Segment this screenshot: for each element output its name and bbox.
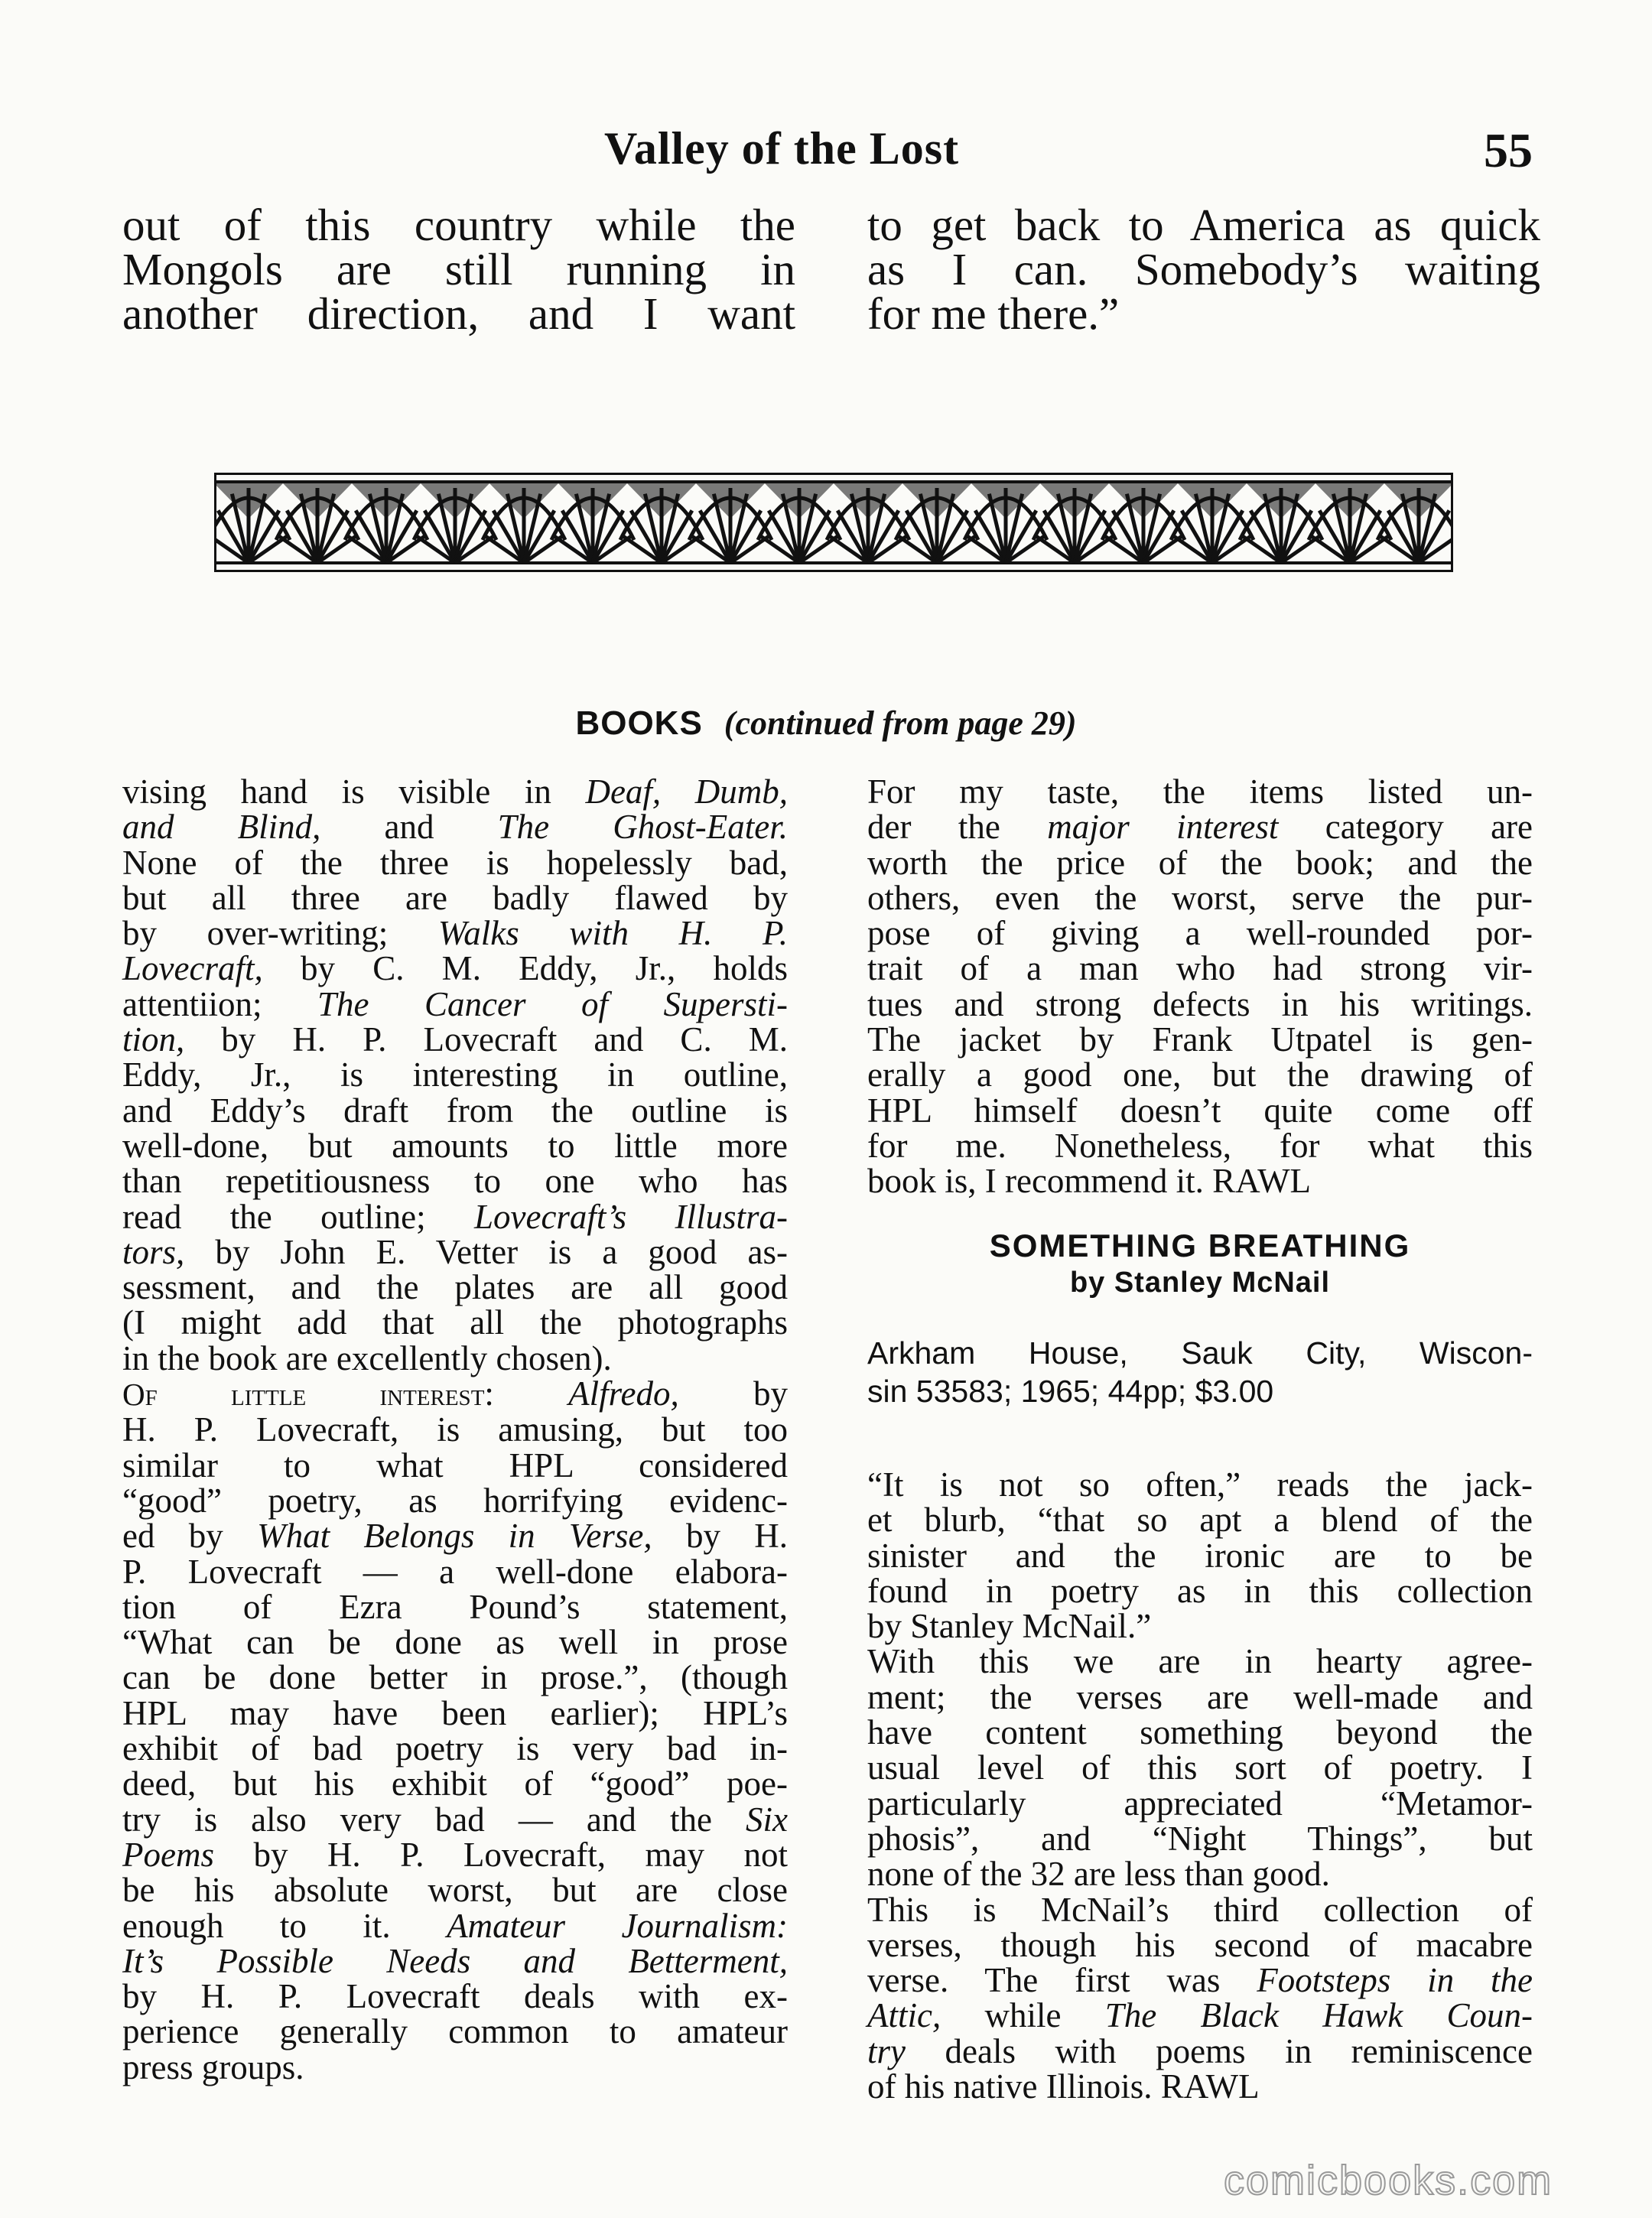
books-section-heading — [0, 704, 1652, 743]
text-line — [867, 845, 1533, 880]
text-line — [867, 1644, 1533, 1679]
fan-motif — [827, 483, 909, 563]
text-line — [122, 1483, 788, 1518]
text-segment: pose of giving a well-rounded por- — [867, 914, 1533, 953]
fan-motif — [1102, 483, 1185, 563]
text-segment: P. Lovecraft — a well-done elabora- — [122, 1552, 788, 1591]
text-line — [122, 845, 788, 880]
text-segment: With this we are in hearty agree- — [867, 1642, 1533, 1681]
text-segment: try is also very bad — and the — [122, 1800, 746, 1839]
italic-title: Footsteps in the — [1257, 1961, 1533, 2000]
text-segment: This is McNail’s third collection of — [867, 1890, 1533, 1929]
text-segment: HPL may have been earlier); HPL’s — [122, 1693, 788, 1732]
text-line — [867, 915, 1533, 951]
text-line — [867, 1786, 1533, 1821]
text-segment: found in poetry as in this collection — [867, 1571, 1533, 1610]
site-watermark: comicbooks.com — [1224, 2158, 1553, 2203]
text-line — [867, 1057, 1533, 1092]
text-line — [122, 1162, 788, 1201]
fan-motif — [214, 483, 290, 563]
italic-title: tors, — [122, 1232, 185, 1271]
text-line — [122, 1093, 788, 1128]
fan-motif — [1240, 483, 1322, 563]
text-line — [867, 1573, 1533, 1608]
text-segment: ed by — [122, 1517, 258, 1556]
text-line — [122, 1554, 788, 1589]
text-segment: for me. Nonetheless, for what this — [867, 1126, 1533, 1165]
text-line — [122, 1305, 788, 1340]
text-line — [122, 1234, 788, 1270]
text-line — [122, 1837, 788, 1872]
review-right-column — [867, 774, 1533, 1199]
text-segment: by John E. Vetter is a good as- — [184, 1232, 788, 1271]
italic-title: Six — [746, 1800, 788, 1839]
text-segment: while — [941, 1996, 1105, 2035]
italic-title: Alfredo, — [568, 1374, 679, 1413]
text-segment: and — [320, 808, 498, 847]
story-line: out of this country while the — [122, 200, 795, 250]
text-line — [122, 2047, 788, 2086]
review-heading — [867, 1227, 1533, 1300]
text-line — [122, 951, 788, 986]
italic-title: Attic, — [867, 1996, 941, 2035]
text-segment: None of the three is hopelessly bad, — [122, 843, 788, 882]
italic-title: Lovecraft’s Illustra- — [473, 1197, 788, 1236]
fan-motif — [896, 483, 978, 563]
text-line — [122, 1943, 788, 1979]
text-line — [122, 915, 788, 951]
fan-motif — [551, 483, 634, 563]
text-segment: perience generally common to amateur — [122, 2012, 788, 2051]
text-line — [122, 1871, 788, 1910]
text-line — [122, 1660, 788, 1695]
text-line — [122, 1057, 788, 1092]
story-line: to get back to America as quick — [867, 200, 1540, 250]
text-line — [867, 1677, 1533, 1716]
italic-title: What Belongs in Verse, — [257, 1517, 652, 1556]
text-segment: phosis”, and “Night Things”, but — [867, 1819, 1533, 1858]
text-line — [867, 1022, 1533, 1057]
fan-motif — [689, 483, 772, 563]
running-head-title: Valley of the Lost — [604, 123, 960, 174]
text-segment: none of the 32 are less than good. — [867, 1855, 1330, 1894]
fan-motif — [1033, 483, 1116, 563]
text-line — [122, 1448, 788, 1483]
text-line — [867, 774, 1533, 809]
fan-motif — [758, 483, 841, 563]
text-line — [122, 808, 788, 847]
text-line — [867, 1715, 1533, 1750]
text-line — [867, 2031, 1533, 2070]
italic-title: The Black Hawk Coun- — [1104, 1996, 1533, 2035]
text-line — [867, 1608, 1533, 1644]
text-line — [867, 1538, 1533, 1573]
italic-title: The Ghost-Eater. — [497, 808, 788, 847]
text-segment: of his native Illinois. RAWL — [867, 2067, 1260, 2106]
text-line — [122, 1412, 788, 1447]
publisher-line: Arkham House, Sauk City, Wiscon- — [867, 1335, 1533, 1371]
text-line — [122, 1128, 788, 1163]
text-segment: attentiion; — [122, 984, 317, 1023]
text-segment: HPL himself doesn’t quite come off — [867, 1091, 1533, 1130]
italic-title: Deaf, Dumb, — [585, 772, 789, 811]
text-line — [867, 1892, 1533, 1927]
review-left-column — [122, 774, 788, 2085]
text-segment: : — [484, 1374, 569, 1413]
continued-note: (continued from page 29) — [724, 704, 1077, 742]
text-line — [867, 2069, 1533, 2104]
text-segment: by over-writing; — [122, 914, 438, 953]
text-segment: enough to it. — [122, 1906, 447, 1945]
text-line — [122, 1022, 788, 1057]
text-line — [867, 1750, 1533, 1785]
text-segment: usual level of this sort of poetry. I — [867, 1748, 1533, 1787]
text-segment: et blurb, “that so apt a blend of the — [867, 1501, 1533, 1540]
text-line — [122, 1731, 788, 1766]
text-segment: “What can be done as well in prose — [122, 1623, 788, 1662]
italic-title: tion, — [122, 1020, 185, 1059]
text-segment: by C. M. Eddy, Jr., holds — [262, 949, 788, 988]
text-line — [867, 1855, 1533, 1894]
text-segment: (I might add that all the photographs — [122, 1303, 788, 1342]
text-line — [867, 1998, 1533, 2033]
review-body — [867, 1467, 1533, 2104]
text-line — [122, 1624, 788, 1660]
text-segment: well-done, but amounts to little more — [122, 1126, 788, 1165]
text-segment: Eddy, Jr., is interesting in outline, — [122, 1055, 788, 1094]
text-line — [867, 951, 1533, 986]
text-segment: ment; the verses are well-made and — [867, 1677, 1533, 1716]
text-segment: deals with poems in reminiscence — [906, 2031, 1533, 2070]
text-segment: can be done better in prose.”, (though — [122, 1658, 788, 1697]
text-line — [867, 1821, 1533, 1856]
text-line — [867, 1467, 1533, 1502]
text-segment: tues and strong defects in his writings. — [867, 984, 1533, 1023]
text-segment: by H. — [652, 1517, 788, 1556]
text-segment: have content something beyond the — [867, 1713, 1533, 1752]
text-line — [867, 880, 1533, 915]
text-line — [122, 1908, 788, 1943]
text-segment: tion of Ezra Pound’s statement, — [122, 1587, 788, 1626]
text-line — [122, 2014, 788, 2049]
text-segment: by — [678, 1374, 788, 1413]
text-line — [867, 1927, 1533, 1963]
decorative-border-ornament — [214, 473, 1453, 572]
text-segment: exhibit of bad poetry is very bad in- — [122, 1729, 788, 1768]
books-heading-label: BOOKS — [575, 704, 703, 742]
text-segment: “good” poetry, as horrifying evidenc- — [122, 1481, 788, 1520]
italic-title: Poems — [122, 1835, 214, 1874]
text-segment: trait of a man who had strong vir- — [867, 949, 1533, 988]
story-line: another direction, and I want — [122, 288, 795, 339]
text-segment: read the outline; — [122, 1197, 474, 1236]
text-line — [867, 1963, 1533, 1998]
text-line — [867, 984, 1533, 1023]
fan-motif — [1309, 483, 1391, 563]
text-line — [122, 1589, 788, 1624]
text-line — [122, 1693, 788, 1732]
text-segment: sessment, and the plates are all good — [122, 1268, 788, 1307]
text-segment: erally a good one, but the drawing of — [867, 1055, 1533, 1094]
fan-motif — [276, 483, 359, 563]
text-segment: but all three are badly flawed by — [122, 878, 788, 917]
story-line: for me there.” — [867, 288, 1120, 339]
page-number: 55 — [1484, 123, 1533, 177]
publisher-line: sin 53583; 1965; 44pp; $3.00 — [867, 1374, 1274, 1409]
text-segment: by H. P. Lovecraft, may not — [213, 1835, 788, 1874]
text-segment: book is, I recommend it. RAWL — [867, 1162, 1312, 1201]
text-segment: and Eddy’s draft from the outline is — [122, 1091, 788, 1130]
text-segment: others, even the worst, serve the pur- — [867, 878, 1533, 917]
italic-title: try — [867, 2031, 906, 2070]
story-line: as I can. Somebody’s waiting — [867, 244, 1540, 294]
text-segment: category are — [1278, 808, 1533, 847]
text-segment: The jacket by Frank Utpatel is gen- — [867, 1020, 1533, 1059]
text-segment: deed, but his exhibit of “good” poe- — [122, 1764, 788, 1803]
text-line — [122, 774, 788, 809]
publisher-info — [867, 1334, 1533, 1410]
text-line — [867, 808, 1533, 847]
fan-motif — [620, 483, 703, 563]
story-ending-left-column — [122, 200, 795, 339]
fan-motif — [414, 483, 496, 563]
fan-motif — [483, 483, 565, 563]
text-segment: H. P. Lovecraft, is amusing, but too — [122, 1410, 788, 1449]
text-segment: by H. P. Lovecraft and C. M. — [184, 1020, 788, 1059]
italic-title: Walks with H. P. — [437, 914, 788, 953]
book-title: SOMETHING BREATHING — [989, 1228, 1411, 1263]
fan-motif — [1377, 483, 1453, 563]
text-segment: particularly appreciated “Metamor- — [867, 1784, 1533, 1823]
fan-motif — [1171, 483, 1254, 563]
text-segment: by Stanley McNail.” — [867, 1607, 1152, 1646]
italic-title: Amateur Journalism: — [447, 1906, 788, 1945]
text-line — [867, 1501, 1533, 1540]
text-line — [867, 1162, 1533, 1201]
text-segment: For my taste, the items listed un- — [867, 772, 1533, 811]
text-segment: in the book are excellently chosen). — [122, 1338, 612, 1377]
text-line — [122, 984, 788, 1023]
italic-title: and Blind, — [122, 808, 321, 847]
text-line — [122, 1199, 788, 1234]
book-author: by Stanley McNail — [1069, 1267, 1331, 1299]
text-line — [122, 1270, 788, 1305]
fan-motif — [964, 483, 1047, 563]
text-segment: than repetitiousness to one who has — [122, 1162, 788, 1201]
text-segment: vising hand is visible in — [122, 772, 586, 811]
italic-title: It’s Possible Needs and Betterment, — [122, 1941, 788, 1980]
text-segment: verse. The first was — [867, 1961, 1257, 2000]
text-segment: sinister and the ironic are to be — [867, 1536, 1533, 1575]
text-segment: similar to what HPL considered — [122, 1446, 788, 1485]
italic-title: Lovecraft, — [122, 949, 263, 988]
text-line — [867, 1093, 1533, 1128]
text-segment: by H. P. Lovecraft deals with ex- — [122, 1977, 788, 2016]
small-caps-label: Of little interest — [122, 1377, 485, 1413]
story-ending-right-column — [867, 200, 1540, 339]
italic-title: The Cancer of Supersti- — [317, 984, 788, 1023]
text-line — [122, 1766, 788, 1801]
text-segment: worth the price of the book; and the — [867, 843, 1533, 882]
text-segment: verses, though his second of macabre — [867, 1925, 1533, 1964]
text-line — [122, 1979, 788, 2014]
fan-motif — [345, 483, 428, 563]
text-line — [122, 880, 788, 915]
text-line — [867, 1128, 1533, 1163]
italic-title: major interest — [1047, 808, 1279, 847]
text-segment: press groups. — [122, 2047, 304, 2086]
text-segment: “It is not so often,” reads the jack- — [867, 1465, 1533, 1504]
text-line — [122, 1517, 788, 1556]
text-line — [122, 1802, 788, 1837]
text-segment: der the — [867, 808, 1048, 847]
text-line — [122, 1338, 788, 1377]
text-segment: be his absolute worst, but are close — [122, 1871, 788, 1910]
text-line — [122, 1376, 788, 1412]
story-line: Mongols are still running in — [122, 244, 795, 294]
